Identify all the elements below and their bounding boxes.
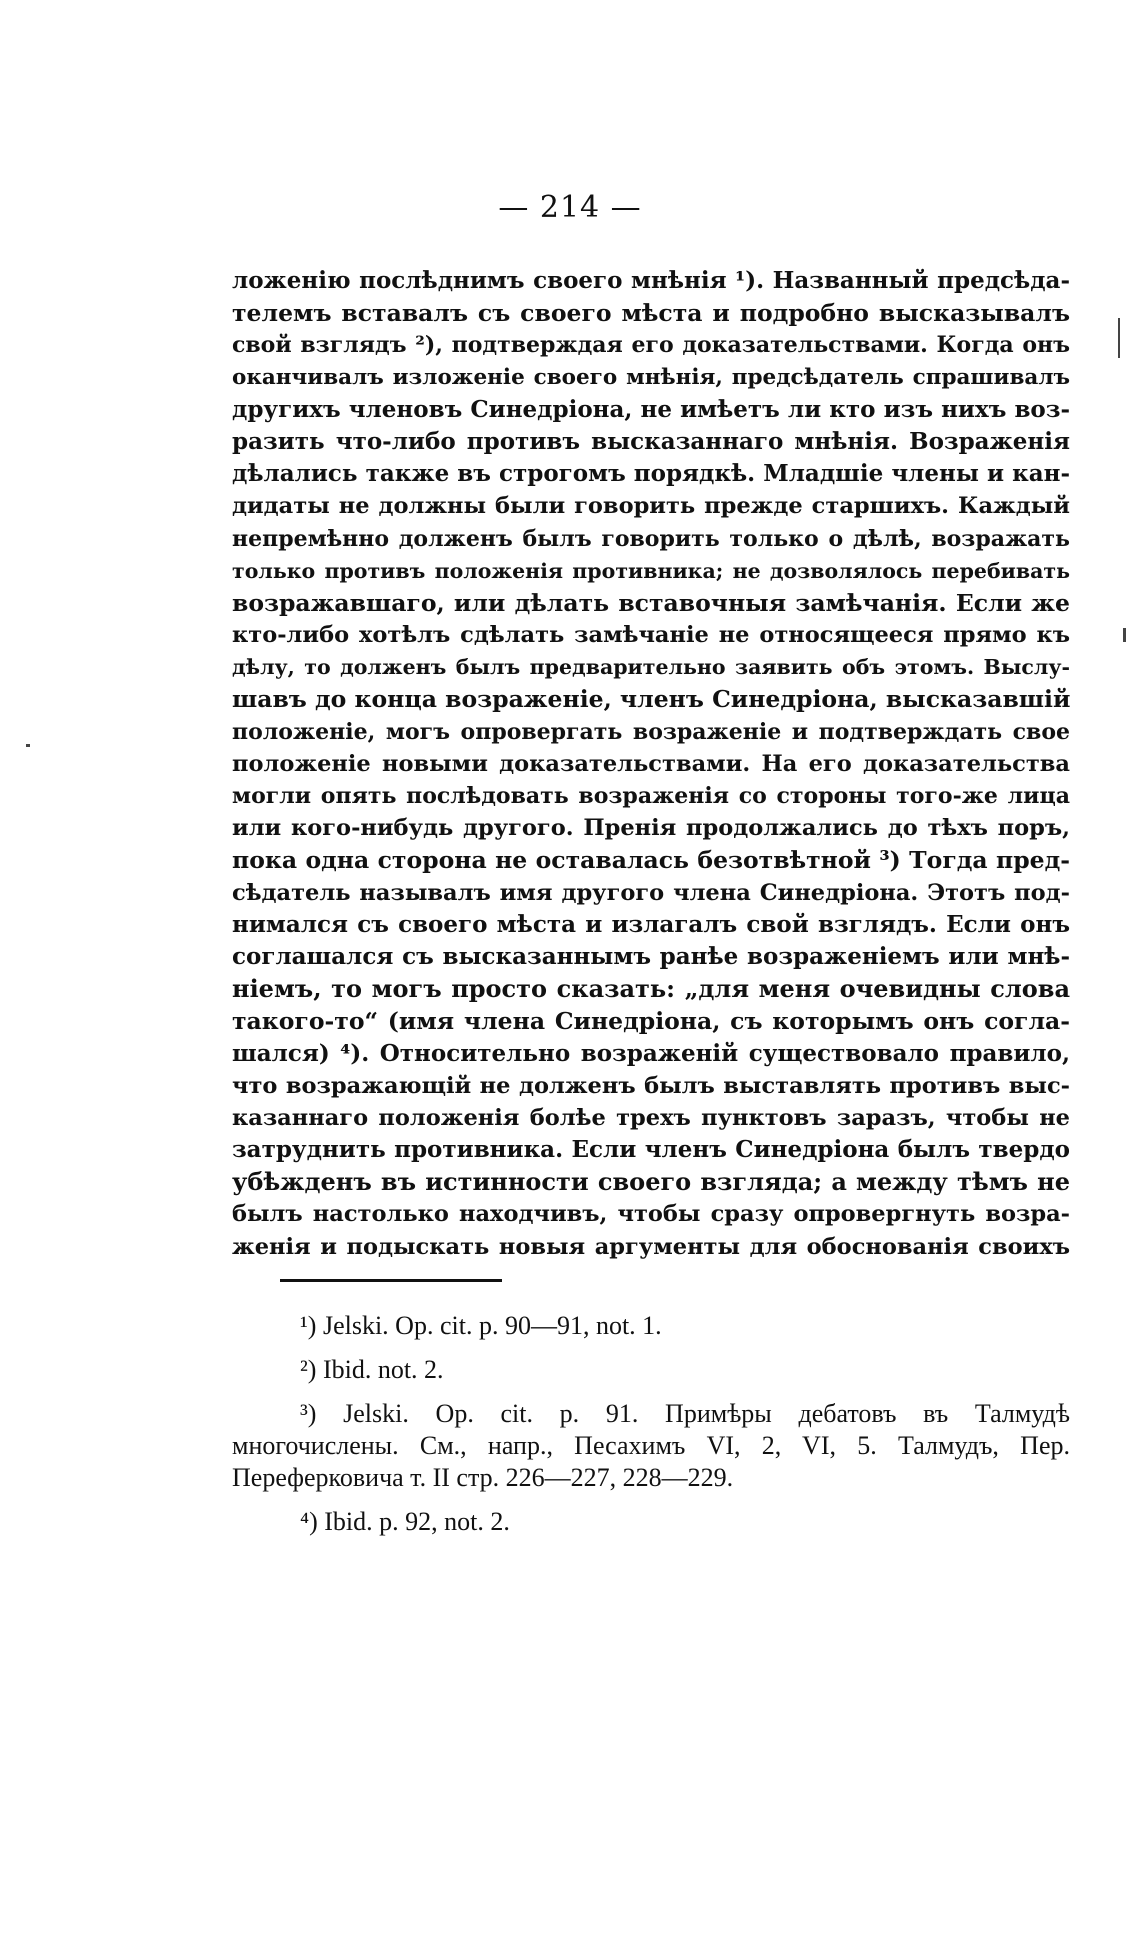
text-line: дидаты не должны были говорить прежде старшихъ. Каждый [232, 493, 1070, 520]
text-line: непремѣнно долженъ былъ говорить только о дѣлѣ, возражать [232, 525, 1070, 552]
text-line: казаннаго положенія болѣе трехъ пунктовъ заразъ, чтобы не [232, 1104, 1070, 1131]
footnote-text: Jelski. Op. cit. p. 91. Примѣры дебатовъ въ Талмудѣ [343, 1399, 1070, 1428]
footnote-text: многочислены. См., напр., Песахимъ VI, 2, VI, 5. Талмудъ, Пер. [232, 1431, 1070, 1460]
text-line: ложенію послѣднимъ своего мнѣнія ¹). Названный предсѣда- [232, 267, 1070, 294]
scan-speck [1118, 318, 1120, 358]
footnote-mark: ³) [300, 1399, 317, 1428]
text-line: телемъ вставалъ съ своего мѣста и подробно высказывалъ [232, 299, 1070, 328]
text-line: что возражающій не долженъ былъ выставлять противъ выс- [232, 1072, 1070, 1099]
text-line: или кого-нибудь другого. Пренія продолжались до тѣхъ поръ, [232, 815, 1070, 842]
footnote-divider [280, 1279, 502, 1282]
footnote-3-continuation [232, 1430, 1070, 1462]
text-line: затруднить противника. Если членъ Синедріона былъ твердо [232, 1136, 1070, 1164]
text-line: кто-либо хотѣлъ сдѣлать замѣчаніе не относящееся прямо къ [232, 622, 1070, 649]
text-line: положеніе новыми доказательствами. На его доказательства [232, 750, 1070, 777]
text-line: соглашался съ высказаннымъ ранѣе возраженіемъ или мнѣ- [232, 942, 1070, 970]
text-line: женія и подыскать новыя аргументы для обоснованія своихъ [232, 1233, 1070, 1260]
footnote-3-continuation [232, 1462, 1070, 1494]
footnote-3 [232, 1398, 1070, 1430]
text-line: нимался съ своего мѣста и излагалъ свой взглядъ. Если онъ [232, 910, 1070, 938]
footnote-1 [232, 1310, 1070, 1342]
text-line: разить что-либо противъ высказаннаго мнѣнія. Возраженія [232, 427, 1070, 455]
footnote-mark: ⁴) [300, 1507, 318, 1536]
text-line: убѣжденъ въ истинности своего взгляда; а между тѣмъ не [232, 1167, 1070, 1197]
text-line: сѣдатель называлъ имя другого члена Синедріона. Этотъ под- [232, 879, 1070, 906]
footnote-text: Ibid. p. 92, not. 2. [324, 1507, 510, 1536]
footnote-mark: ¹) [300, 1311, 317, 1340]
text-line: шавъ до конца возраженіе, членъ Синедріона, высказавшій [232, 685, 1071, 714]
footnote-2 [232, 1354, 1070, 1386]
scan-speck [26, 744, 30, 747]
text-line: свой взглядъ ²), подтверждая его доказательствами. Когда онъ [232, 332, 1070, 359]
text-line: шался) ⁴). Относительно возраженій существовало правило, [232, 1039, 1070, 1067]
footnotes [232, 1310, 1070, 1538]
footnote-4 [232, 1506, 1070, 1538]
text-line: оканчивалъ изложеніе своего мнѣнія, предсѣдатель спрашивалъ [232, 364, 1070, 390]
footnote-text: Jelski. Op. cit. p. 90—91, not. 1. [322, 1311, 662, 1340]
footnote-text: Переферковича т. II стр. 226—227, 228—229. [232, 1463, 734, 1492]
scan-speck [1123, 628, 1126, 642]
footnote-text: Ibid. not. 2. [322, 1355, 444, 1384]
body-text [232, 265, 1070, 1263]
text-line: такого-то“ (имя члена Синедріона, съ которымъ онъ согла- [232, 1007, 1070, 1036]
text-line: дѣлались также въ строгомъ порядкѣ. Младшіе члены и кан- [232, 460, 1070, 488]
text-line: былъ настолько находчивъ, чтобы сразу опровергнуть возра- [232, 1201, 1070, 1228]
text-line: только противъ положенія противника; не дозволялось перебивать [232, 558, 1070, 583]
text-line: ніемъ, то могъ просто сказать: „для меня очевидны слова [232, 974, 1070, 1004]
footnote-mark: ²) [300, 1355, 317, 1384]
text-line: пока одна сторона не оставалась безотвѣтной ³) Тогда пред- [232, 846, 1070, 875]
text-line: возражавшаго, или дѣлать вставочныя замѣчанія. Если же [232, 588, 1070, 617]
text-line: дѣлу, то долженъ былъ предварительно заявить объ этомъ. Выслу- [232, 655, 1070, 680]
text-line: другихъ членовъ Синедріона, не имѣетъ ли кто изъ нихъ воз- [232, 395, 1070, 423]
text-line: могли опять послѣдовать возраженія со стороны того-же лица [232, 783, 1070, 809]
page-number: — 214 — [498, 190, 642, 225]
text-line: положеніе, могъ опровергать возраженіе и подтверждать свое [232, 718, 1070, 745]
